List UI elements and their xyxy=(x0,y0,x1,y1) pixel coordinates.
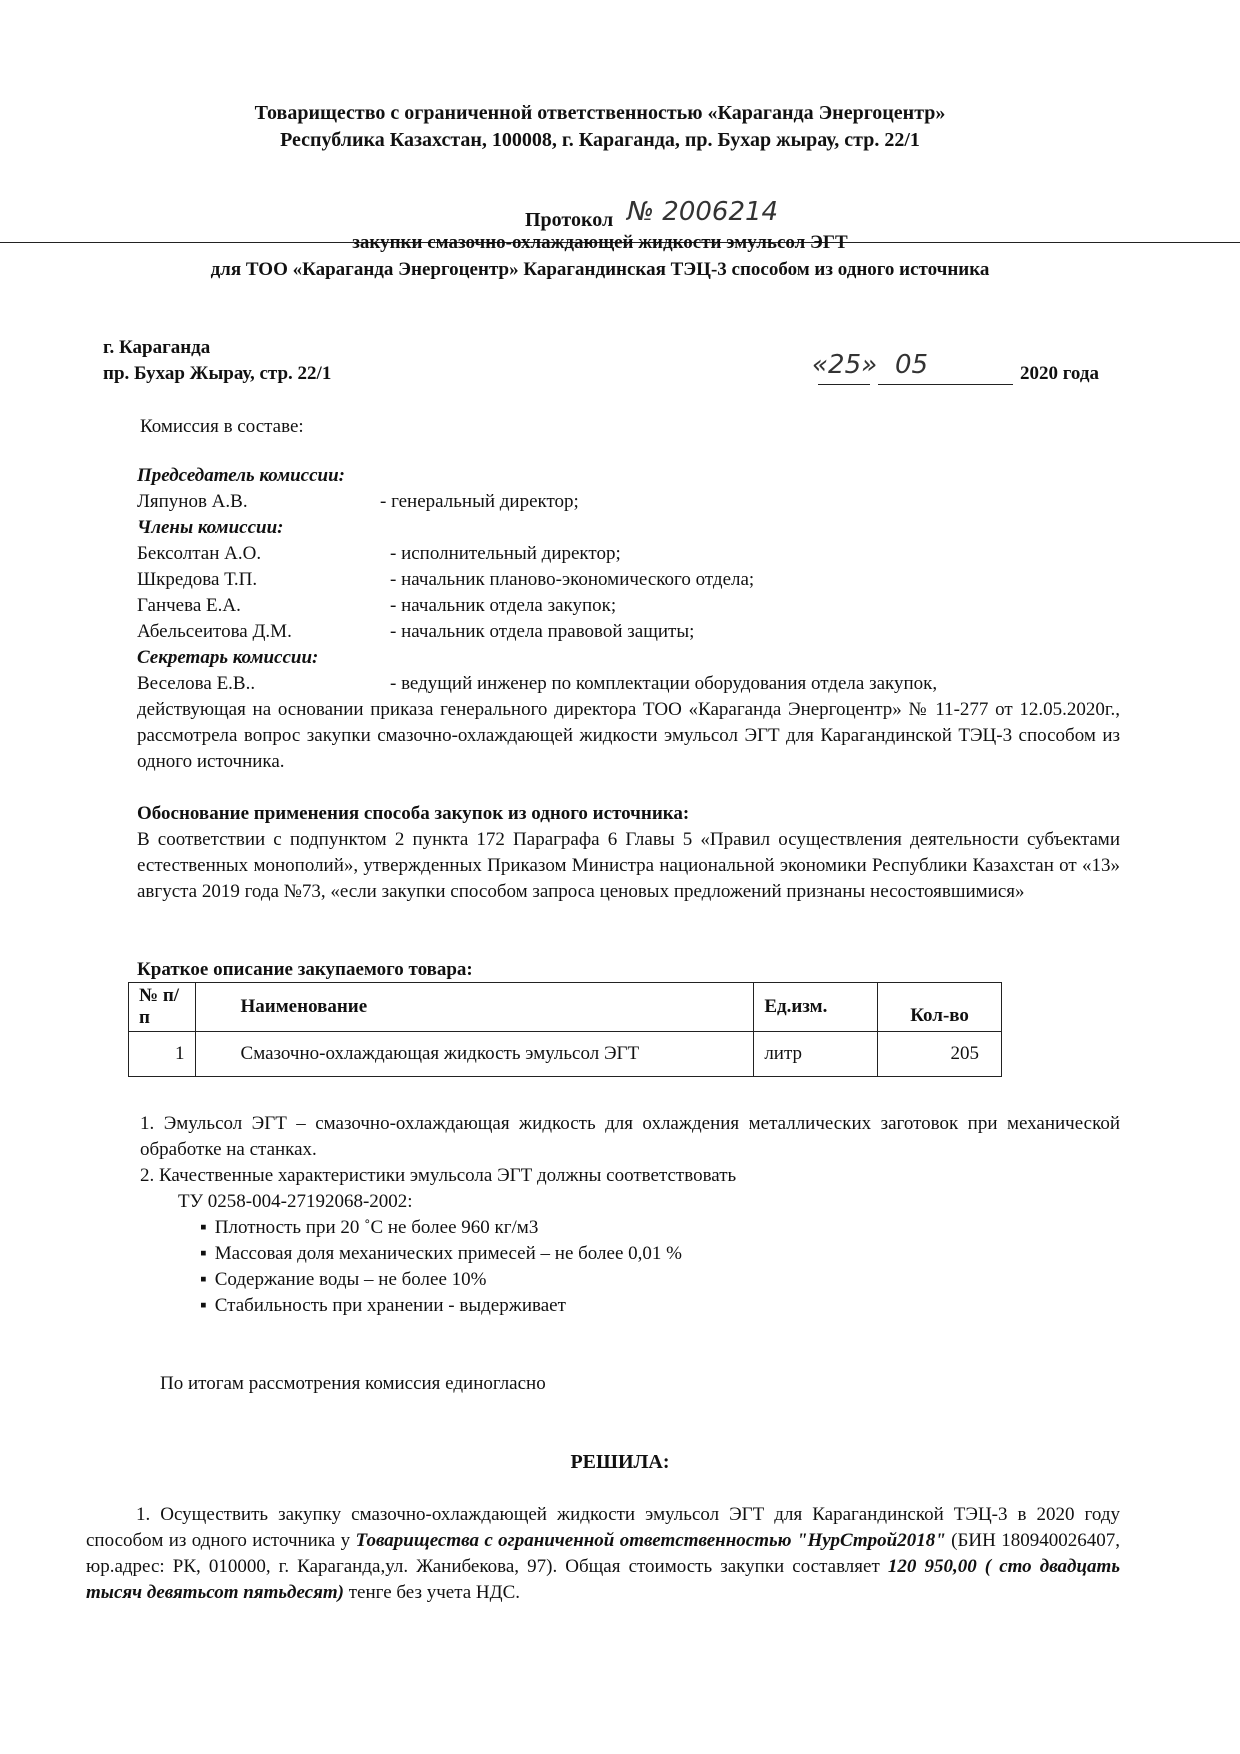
place-city: г. Караганда xyxy=(103,337,211,358)
justification-heading: Обоснование применения способа закупок из одного источника: xyxy=(137,803,690,824)
chair-heading: Председатель комиссии: xyxy=(137,465,345,486)
decision-number: 1. xyxy=(136,1504,151,1525)
cell-name: Смазочно-охлаждающая жидкость эмульсол ЭГТ xyxy=(195,1032,754,1077)
decision-text-part2: (БИН 180940026407, юр.адрес: РК, 010000, г. Караганда,ул. Жанибекова, 97). Общая стоимость закупки составляет xyxy=(86,1530,1121,1577)
chair-role: - генеральный директор; xyxy=(380,491,579,512)
goods-table-header xyxy=(129,983,1002,1032)
decision-heading: РЕШИЛА: xyxy=(570,1451,670,1473)
result-intro: По итогам рассмотрения комиссия единогласно xyxy=(160,1373,546,1394)
commission-basis-paragraph: действующая на основании приказа генерального директора ТОО «Караганда Энергоцентр» № 11-277 от 12.05.2020г., рассмотрела вопрос закупки смазочно-охлаждающей жидкости эмульсол ЭГТ для Карагандинской ТЭЦ-3 способом из одного источника. xyxy=(137,699,1120,772)
note-item-2: 2. Качественные характеристики эмульсола ЭГТ должны соответствовать xyxy=(140,1165,737,1186)
member-role: - начальник отдела правовой защиты; xyxy=(390,621,695,642)
protocol-handwritten-number: № 2006214 xyxy=(627,197,779,227)
date-day-handwritten: «25» xyxy=(812,350,878,380)
place-street: пр. Бухар Жырау, стр. 22/1 xyxy=(103,363,332,384)
date-year: 2020 года xyxy=(1020,363,1099,384)
member-name: Абельсеитова Д.М. xyxy=(137,621,292,642)
date-day-underline xyxy=(818,384,870,385)
decision-text-part1: Осуществить закупку смазочно-охлаждающей жидкости эмульсол ЭГТ для Карагандинской ТЭЦ-3 в 2020 году способом из одного источника у xyxy=(86,1504,1120,1551)
protocol-subject-line1: закупки смазочно-охлаждающей жидкости эмульсол ЭГТ xyxy=(352,232,848,253)
spec-item: ▪ Содержание воды – не более 10% xyxy=(200,1267,682,1293)
justification-text: В соответствии с подпунктом 2 пункта 172 Параграфа 6 Главы 5 «Правил осуществления деятельности субъектами естественных монополий», утвержденных Приказом Министра национальной экономики Республики Казахстан от «13» августа 2019 года №73, «если закупки способом запроса ценовых предложений признаны несостоявшимися» xyxy=(137,829,1120,902)
goods-heading: Краткое описание закупаемого товара: xyxy=(137,959,473,980)
date-month-underline xyxy=(878,384,1013,385)
spec-item: ▪ Стабильность при хранении - выдерживает xyxy=(200,1293,682,1319)
spec-list xyxy=(200,1215,682,1319)
column-header-qty: Кол-во xyxy=(878,983,1002,1032)
decision-supplier: Товарищества с ограниченной ответственностью "НурСтрой2018" xyxy=(355,1530,946,1551)
member-role: - исполнительный директор; xyxy=(390,543,621,564)
organization-name: Товарищество с ограниченной ответственностью «Караганда Энергоцентр» xyxy=(254,102,946,124)
column-header-name: Наименование xyxy=(195,983,754,1032)
decision-paragraph xyxy=(86,1502,1120,1606)
cell-qty: 205 xyxy=(878,1032,1002,1077)
spec-item: ▪ Плотность при 20 ˚С не более 960 кг/м3 xyxy=(200,1215,682,1241)
column-header-unit: Ед.изм. xyxy=(754,983,878,1032)
note-item-2-standard: ТУ 0258-004-27192068-2002: xyxy=(178,1191,413,1212)
members-heading: Члены комиссии: xyxy=(137,517,284,538)
protocol-title: Протокол xyxy=(525,209,614,231)
commission-intro: Комиссия в составе: xyxy=(140,416,304,437)
spec-item: ▪ Массовая доля механических примесей – не более 0,01 % xyxy=(200,1241,682,1267)
chair-name: Ляпунов А.В. xyxy=(137,491,248,512)
secretary-heading: Секретарь комиссии: xyxy=(137,647,319,668)
table-row xyxy=(129,1032,1002,1077)
member-name: Ганчева Е.А. xyxy=(137,595,241,616)
secretary-role: - ведущий инженер по комплектации оборудования отдела закупок, xyxy=(390,673,938,694)
member-role: - начальник отдела закупок; xyxy=(390,595,617,616)
member-role: - начальник планово-экономического отдела; xyxy=(390,569,755,590)
decision-text-part3: тенге без учета НДС. xyxy=(344,1582,521,1603)
note-item-1: 1. Эмульсол ЭГТ – смазочно-охлаждающая жидкость для охлаждения металлических заготовок при механической обработке на станках. xyxy=(140,1113,1120,1160)
goods-table xyxy=(128,982,1002,1077)
date-month-handwritten: 05 xyxy=(895,350,929,380)
secretary-name: Веселова Е.В.. xyxy=(137,673,256,694)
decision-amount: 120 950,00 ( сто двадцать тысяч девятьсот пятьдесят) xyxy=(86,1556,1121,1603)
column-header-num: № п/п xyxy=(129,983,196,1032)
protocol-subject-line2: для ТОО «Караганда Энергоцентр» Карагандинская ТЭЦ-3 способом из одного источника xyxy=(210,259,990,280)
cell-num: 1 xyxy=(129,1032,196,1077)
member-name: Шкредова Т.П. xyxy=(137,569,258,590)
organization-address: Республика Казахстан, 100008, г. Караганда, пр. Бухар жырау, стр. 22/1 xyxy=(280,129,920,151)
cell-unit: литр xyxy=(754,1032,878,1077)
member-name: Бексолтан А.О. xyxy=(137,543,262,564)
